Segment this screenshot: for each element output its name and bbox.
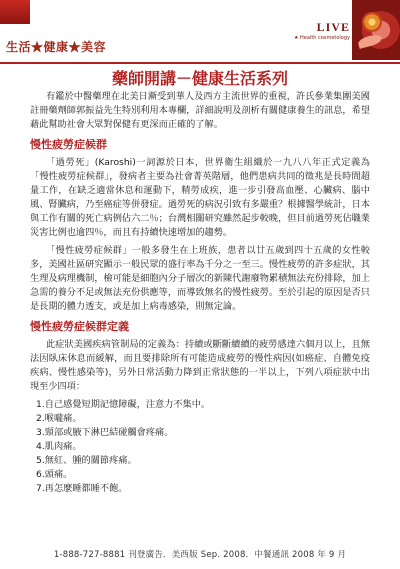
brand-logo: LIVE xyxy=(316,20,350,34)
list-item: 7.再怎麼睡都睡不飽。 xyxy=(36,483,128,494)
section-heading: 慢性疲勞症候群 xyxy=(30,138,107,151)
brand-subtitle: ★ Health cosmetology xyxy=(293,35,350,41)
list-item: 4.肌肉痛。 xyxy=(36,441,82,452)
list-item: 5.無紅、腫的關節疼痛。 xyxy=(36,455,137,466)
intro-paragraph: 有鑑於中醫藥理在北美日漸受到華人及西方主流世界的重視，許氏參業集團美國註冊藥劑師郭振益先生特別利用本專欄，詳細說明及剖析有關健康養生的訊息，希望藉此幫助社會大眾對保健有更深而正確的了解。 xyxy=(30,91,370,130)
body-paragraph: 「過勞死」(Karoshi)一詞源於日本，世界衛生組織於一九八八年正式定義為「慢性疲勞症候群」，發病者主要為社會菁英階層，他們患病共同的徵兆是長時間超量工作，在缺乏適當休息和運動下，精勞成疾，進一步引發高血壓、心臟病、腦中風、腎臟病，乃至癌症等併發症。過勞死的病況引致有多嚴重？根據醫學統計，日本與工作有關的死亡病例佔六二％；台灣相關研究雖然起步較晚，但目前過勞死佔職業災害比例也逾四％，而且有持續快速增加的趨勢。 xyxy=(30,157,370,238)
list-item: 1.自己感覺短期記憶障礙，注意力不集中。 xyxy=(36,399,211,410)
header-corner-bar xyxy=(0,0,30,24)
page-header xyxy=(0,0,400,64)
list-item: 2.喉嚨痛。 xyxy=(36,413,82,424)
list-item: 6.頭痛。 xyxy=(36,469,73,480)
brand xyxy=(294,20,350,41)
article-title: 藥師開講－健康生活系列 xyxy=(111,69,288,88)
article-body xyxy=(30,90,370,496)
header-decoration-image xyxy=(352,0,400,60)
list-item: 3.頸部或腋下淋巴結碰觸會疼痛。 xyxy=(36,427,174,438)
section-label: 生活★健康★美容 xyxy=(6,40,107,54)
leaf-icon xyxy=(357,33,383,49)
symptom-list xyxy=(30,398,370,496)
body-paragraph: 此症狀美國疾病管制局的定義為：持續或斷斷續續的疲勞感達六個月以上，且無法因臥床休息而緩解，而且要排除所有可能造成疲勞的慢性病因(如癌症、自體免疫疾病、慢性感染等)，另外日常活動力降到正常狀態的一半以上，下列八項症狀中出現至少四項： xyxy=(30,339,370,392)
section-heading: 慢性疲勞症候群定義 xyxy=(30,320,129,333)
flower-icon xyxy=(362,12,382,32)
body-paragraph: 「慢性疲勞症候群」一般多發生在上班族，患者以廿五歲到四十五歲的女性較多，美國社區研究顯示一般民眾的盛行率為千分之一至三。慢性疲勞的許多症狀，其生理及病理機制，檢可能是細胞內分子層次的新陳代謝廢物累積無法充份排除，加上急需的養分不足或無法充份供應等，而導致無名的慢性疲勞。至於引起的原因是否只是長期的體力透支，或是加上病毒感染，則無定論。 xyxy=(30,245,370,312)
page-footer: 1-888-727-8881 刊登廣告．美西版 Sep. 2008．中餐通訊 2008 年 9 月 xyxy=(53,550,347,560)
